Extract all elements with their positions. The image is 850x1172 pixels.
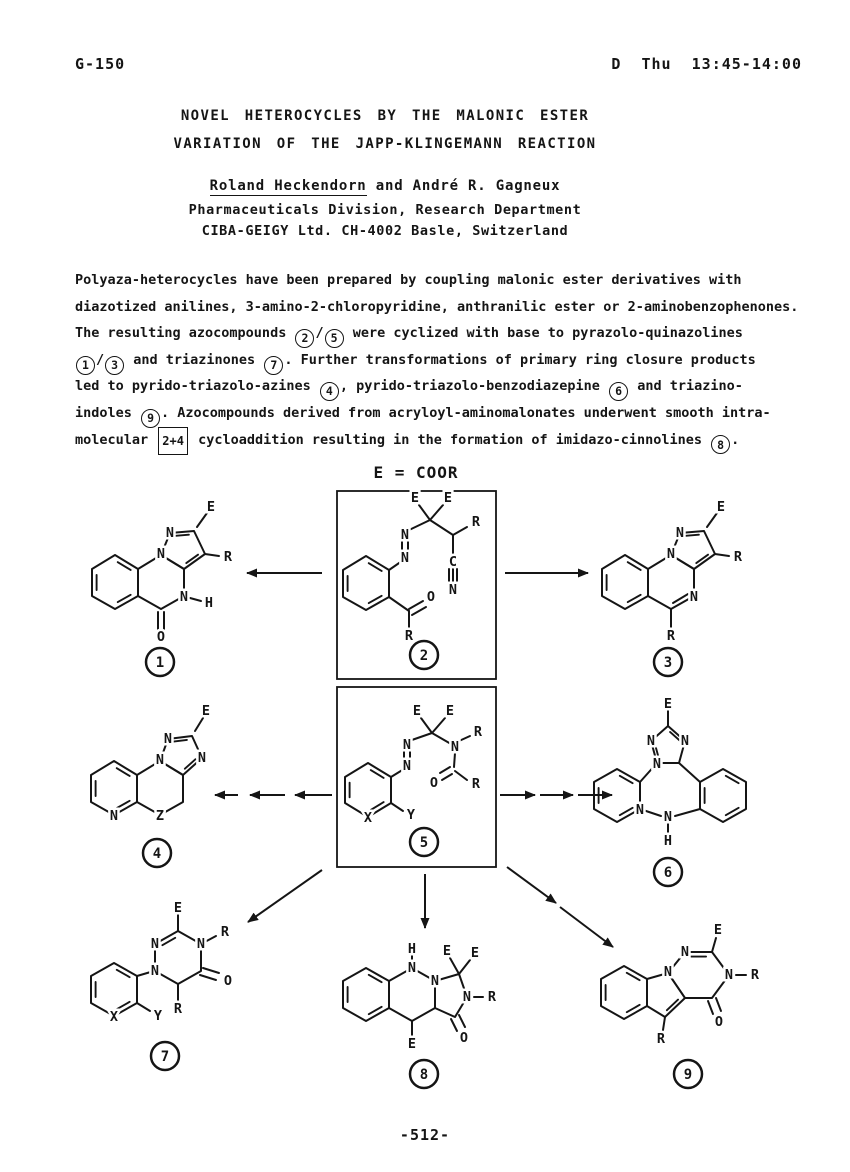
atom-label: X xyxy=(109,1009,119,1025)
atom-label: R xyxy=(733,549,743,565)
atom-label: H xyxy=(407,941,417,957)
compound-label-2: 2 xyxy=(419,648,429,664)
atom-label: E xyxy=(173,900,183,916)
compound-ref: 1 xyxy=(76,356,95,375)
compound-label-8: 8 xyxy=(419,1067,429,1083)
atom-label: Z xyxy=(155,808,165,824)
atom-label: N xyxy=(680,944,690,960)
compound-ref: 7 xyxy=(264,356,283,375)
atom-label: R xyxy=(473,724,483,740)
abstract-text: were cyclized with base to pyrazolo-quinazolines xyxy=(344,325,743,342)
atom-label: N xyxy=(196,936,206,952)
structure-5 xyxy=(345,703,483,856)
atom-label: E xyxy=(445,703,455,719)
abstract-text: . Azocompounds derived from acryloyl-aminomalonates underwent smooth intra- xyxy=(161,404,771,421)
atom-label: N xyxy=(400,527,410,543)
atom-label: Y xyxy=(406,807,416,823)
abstract-text: / xyxy=(96,351,105,368)
compound-ref: 4 xyxy=(320,382,339,401)
atom-label: R xyxy=(404,628,414,644)
atom-label: E xyxy=(442,943,452,959)
atom-label: R xyxy=(471,514,481,530)
atom-label: N xyxy=(402,758,412,774)
arrow-to-9 xyxy=(507,867,613,947)
abstract-text: molecular xyxy=(75,431,157,448)
compound-label-5: 5 xyxy=(419,835,429,851)
atom-label: R xyxy=(750,967,760,983)
structure-3 xyxy=(602,499,743,676)
structure-9 xyxy=(601,922,760,1088)
affiliation-line2: CIBA-GEIGY Ltd. CH-4002 Basle, Switzerland xyxy=(201,223,569,239)
atom-label: R xyxy=(666,628,676,644)
abstract-text: Polyaza-heterocycles have been prepared by coupling malonic ester derivatives with xyxy=(75,272,742,288)
atom-label: O xyxy=(459,1030,469,1046)
atom-label: N xyxy=(407,960,417,976)
atom-label: E xyxy=(470,945,480,961)
structure-7 xyxy=(91,900,232,1070)
atom-label: H xyxy=(663,833,673,849)
atom-label: N xyxy=(179,589,189,605)
session-time: D Thu 13:45-14:00 xyxy=(611,55,802,73)
atom-label: O xyxy=(714,1014,724,1030)
compound-ref: 5 xyxy=(325,329,344,348)
abstract-line xyxy=(75,294,835,321)
abstract-text: . xyxy=(731,431,740,448)
atom-label: N xyxy=(675,525,685,541)
equation-label: E = COOR xyxy=(373,463,459,482)
atom-label: N xyxy=(400,550,410,566)
atom-label: N xyxy=(150,936,160,952)
abstract-text: cycloaddition resulting in the formation of imidazo-cinnolines xyxy=(189,431,711,448)
atom-label: N xyxy=(109,808,119,824)
arrow-to-7 xyxy=(248,870,322,922)
atom-label: E xyxy=(410,490,420,506)
compound-label-6: 6 xyxy=(663,865,673,881)
atom-label: R xyxy=(471,776,481,792)
atom-label: N xyxy=(646,733,656,749)
paper-title-line2: VARIATION OF THE JAPP-KLINGEMANN REACTION xyxy=(173,136,597,152)
atom-label: H xyxy=(204,595,214,611)
abstract-text: The resulting azocompounds xyxy=(75,325,295,342)
abstract-text: diazotized anilines, 3-amino-2-chloropyridine, anthranilic ester or 2-aminobenzophenones. xyxy=(75,298,799,315)
structure-4 xyxy=(91,703,210,867)
atom-label: N xyxy=(462,989,472,1005)
atom-label: E xyxy=(443,490,453,506)
session-code: G-150 xyxy=(75,55,126,73)
atom-label: R xyxy=(487,989,497,1005)
atom-label: N xyxy=(150,963,160,979)
compound-ref: 6 xyxy=(609,382,628,401)
atom-label: N xyxy=(652,756,662,772)
atom-label: R xyxy=(223,549,233,565)
authors-line xyxy=(0,178,770,194)
compound-ref: 9 xyxy=(141,409,160,428)
atom-label: Y xyxy=(153,1008,163,1024)
structure-1 xyxy=(92,499,233,676)
atom-label: N xyxy=(689,589,699,605)
atom-label: N xyxy=(724,967,734,983)
abstract-text: led to pyrido-triazolo-azines xyxy=(75,378,319,395)
affiliation-line1: Pharmaceuticals Division, Research Department xyxy=(188,202,582,218)
atom-label: N xyxy=(666,546,676,562)
page-number: -512- xyxy=(399,1126,451,1144)
atom-label: C xyxy=(448,554,458,570)
abstract-line xyxy=(75,373,835,400)
atom-label: N xyxy=(448,582,458,598)
reaction-scheme xyxy=(0,450,850,1120)
atom-label: O xyxy=(156,629,166,645)
atom-label: N xyxy=(430,973,440,989)
compound-label-9: 9 xyxy=(683,1067,693,1083)
abstract-line xyxy=(75,320,835,347)
author-underlined: Roland Heckendorn xyxy=(209,178,367,194)
atom-label: E xyxy=(663,696,673,712)
paper-title-line1: NOVEL HETEROCYCLES BY THE MALONIC ESTER xyxy=(180,108,590,124)
atom-label: N xyxy=(155,752,165,768)
atom-label: N xyxy=(635,802,645,818)
structure-8 xyxy=(343,941,497,1088)
compound-label-3: 3 xyxy=(663,655,673,671)
compound-ref: 8 xyxy=(711,435,730,454)
atom-label: E xyxy=(407,1036,417,1052)
atom-label: N xyxy=(663,809,673,825)
compound-ref: 2 xyxy=(295,329,314,348)
abstract-text: indoles xyxy=(75,404,141,421)
abstract-text: , pyrido-triazolo-benzodiazepine xyxy=(339,378,609,395)
atom-label: E xyxy=(206,499,216,515)
cycloaddition-ref: 2+4 xyxy=(158,427,188,456)
abstract-line xyxy=(75,400,835,427)
structure-6 xyxy=(594,696,746,886)
atom-label: N xyxy=(680,733,690,749)
atom-label: N xyxy=(450,739,460,755)
abstract-line xyxy=(75,267,835,294)
abstract-line xyxy=(75,347,835,374)
abstract-text: / xyxy=(315,325,324,342)
atom-label: X xyxy=(363,810,373,826)
atom-label: N xyxy=(402,737,412,753)
abstract xyxy=(75,267,835,453)
atom-label: R xyxy=(656,1031,666,1047)
atom-label: R xyxy=(173,1001,183,1017)
structure-2 xyxy=(343,490,481,669)
compound-label-4: 4 xyxy=(152,846,162,862)
atom-label: E xyxy=(713,922,723,938)
compound-label-1: 1 xyxy=(155,655,165,671)
atom-label: E xyxy=(716,499,726,515)
compound-ref: 3 xyxy=(105,356,124,375)
atom-label: R xyxy=(220,924,230,940)
atom-label: N xyxy=(156,546,166,562)
atom-label: O xyxy=(223,973,233,989)
atom-label: N xyxy=(165,525,175,541)
atom-label: E xyxy=(201,703,211,719)
abstract-text: and triazino- xyxy=(629,378,743,395)
atom-label: E xyxy=(412,703,422,719)
abstract-text: and triazinones xyxy=(125,351,264,368)
atom-label: N xyxy=(197,750,207,766)
atom-label: N xyxy=(663,964,673,980)
compound-label-7: 7 xyxy=(160,1049,170,1065)
author-rest: and André R. Gagneux xyxy=(366,178,561,194)
abstract-text: . Further transformations of primary ring closure products xyxy=(284,351,756,368)
atom-label: N xyxy=(163,731,173,747)
atom-label: O xyxy=(429,775,439,791)
atom-label: O xyxy=(426,589,436,605)
